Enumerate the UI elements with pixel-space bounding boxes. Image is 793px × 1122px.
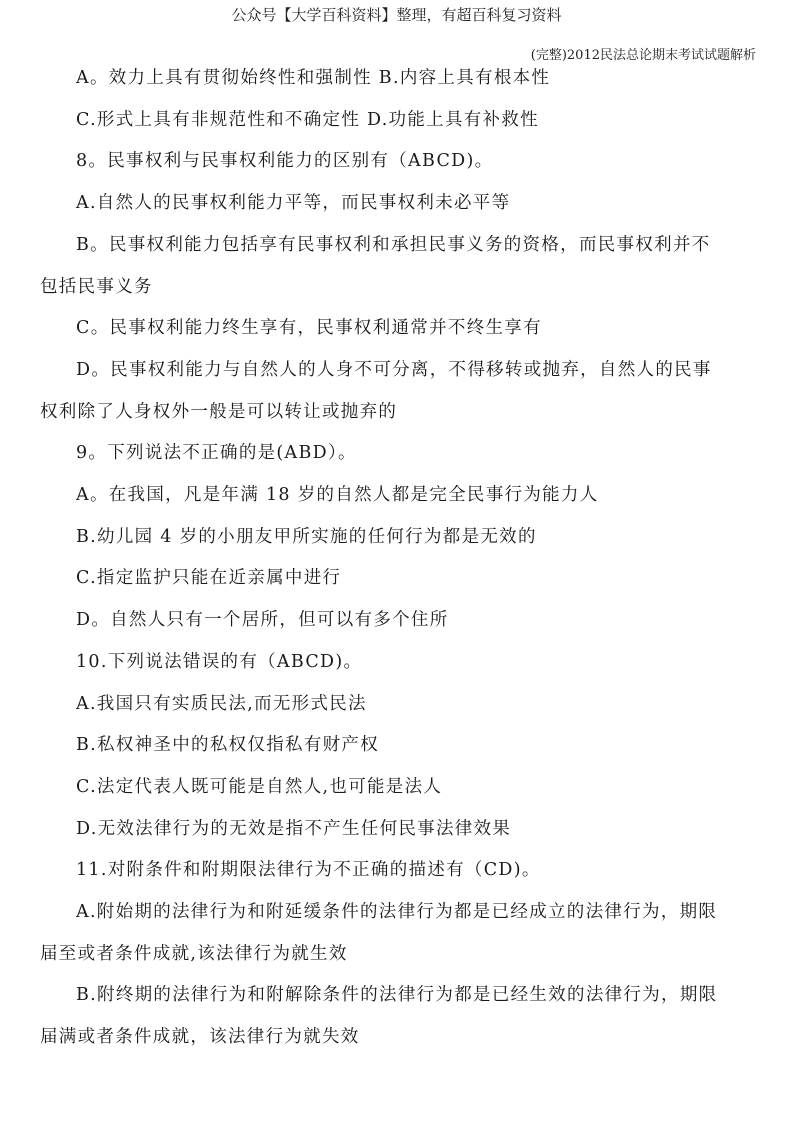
- paragraph-line: C.法定代表人既可能是自然人,也可能是法人: [76, 776, 443, 797]
- paragraph-line: 10.下列说法错误的有（ABCD)。: [76, 651, 363, 672]
- paragraph-line: D。自然人只有一个居所，但可以有多个住所: [76, 610, 449, 631]
- paragraph-line: C.指定监护只能在近亲属中进行: [76, 568, 342, 589]
- paragraph-line: 11.对附条件和附期限法律行为不正确的描述有（CD)。: [76, 860, 541, 881]
- paragraph-line: A.自然人的民事权利能力平等，而民事权利未必平等: [76, 193, 511, 214]
- paragraph-line: 8。民事权利与民事权利能力的区别有（ABCD)。: [76, 151, 494, 172]
- paragraph-line: A.我国只有实质民法,而无形式民法: [76, 693, 367, 714]
- paragraph-line: B。民事权利能力包括享有民事权利和承担民事义务的资格，而民事权利并不: [76, 234, 711, 255]
- paragraph-line: 9。下列说法不正确的是(ABD）。: [76, 443, 357, 464]
- source-banner: 公众号【大学百科资料】整理，有超百科复习资料: [231, 6, 562, 24]
- paragraph-line: B.私权神圣中的私权仅指私有财产权: [76, 735, 380, 756]
- paragraph-continuation-line: 届满或者条件成就，该法律行为就失效: [40, 1027, 360, 1048]
- paragraph-line: B.幼儿园 4 岁的小朋友甲所实施的任何行为都是无效的: [76, 526, 537, 547]
- paragraph-line: D。民事权利能力与自然人的人身不可分离，不得移转或抛弃，自然人的民事: [76, 359, 712, 380]
- paragraph-line: A。效力上具有贯彻始终性和强制性 B.内容上具有根本性: [76, 68, 551, 88]
- paragraph-continuation-line: 届至或者条件成就,该法律行为就生效: [40, 943, 348, 964]
- paragraph-line: C.形式上具有非规范性和不确定性 D.功能上具有补救性: [76, 109, 539, 130]
- paragraph-line: B.附终期的法律行为和附解除条件的法律行为都是已经生效的法律行为，期限: [76, 985, 718, 1006]
- paragraph-continuation-line: 包括民事义务: [40, 276, 153, 297]
- paragraph-line: A。在我国，凡是年满 18 岁的自然人都是完全民事行为能力人: [76, 485, 599, 505]
- paragraph-continuation-line: 权利除了人身权外一般是可以转让或抛弃的: [40, 401, 398, 422]
- document-title: (完整)2012民法总论期末考试试题解析: [530, 48, 756, 63]
- paragraph-line: A.附始期的法律行为和附延缓条件的法律行为都是已经成立的法律行为，期限: [76, 902, 718, 922]
- paragraph-line: C。民事权利能力终生享有，民事权利通常并不终生享有: [76, 318, 542, 339]
- paragraph-line: D.无效法律行为的无效是指不产生任何民事法律效果: [76, 818, 512, 839]
